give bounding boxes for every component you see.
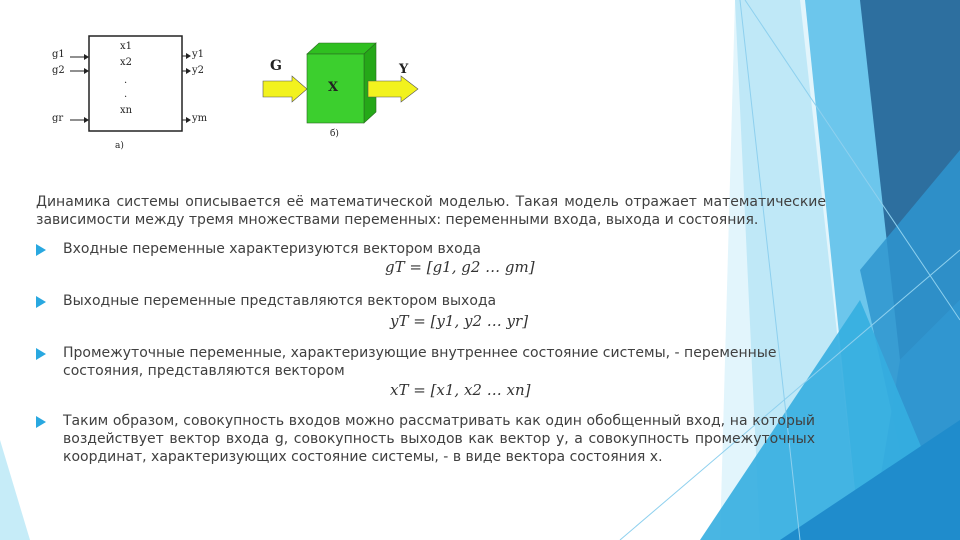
output-arrowhead-1 (186, 53, 191, 59)
cube-label-X: X (328, 80, 339, 95)
bullet-text-summary: Таким образом, совокупность входов можно рассматривать как один обобщенный вход, на который воздействует вектор входа g, совокупность выходов как вектор y, а совокупность промежуточных координат, характеризующих состояние системы, - в виде вектора состояния x. (63, 413, 815, 465)
output-arrowhead-m (186, 117, 191, 123)
bullet-arrow-icon (36, 416, 46, 428)
formula-input-vector (385, 258, 535, 276)
state-dot: . (124, 75, 128, 86)
bullet-arrow-icon (36, 244, 46, 256)
input-label-gr: gr (52, 113, 64, 124)
diagram-b-caption: б) (330, 129, 339, 139)
input-arrow-shape (263, 76, 307, 102)
system-diagram-a (40, 30, 220, 160)
system-block (89, 36, 182, 131)
input-label-g2: g2 (52, 65, 65, 76)
bullet-text-input-vector: Входные переменные характеризуются вектором входа (63, 241, 481, 257)
output-label-y2: y2 (192, 65, 205, 76)
input-label-G: G (270, 58, 282, 74)
formula-state-vector (390, 381, 530, 399)
system-diagram-b (258, 38, 428, 148)
output-label-y1: y1 (192, 49, 205, 60)
output-label-Y: Y (399, 62, 409, 77)
formula-text: gT = [g1, g2 … gm] (385, 258, 535, 276)
formula-text: yT = [y1, y2 … yr] (390, 312, 529, 330)
intro-paragraph: Динамика системы описывается её математической моделью. Такая модель отражает математические зависимости между тремя множествами переменных: переменными входа, выхода и состояния. (36, 194, 826, 228)
state-label-xn: xn (120, 105, 133, 116)
output-label-ym: ym (192, 113, 208, 124)
formula-text: xT = [x1, x2 … xn] (390, 381, 531, 399)
decor-light-shard-left (0, 440, 30, 540)
state-label-x1: x1 (120, 41, 133, 52)
diagram-a-caption: а) (115, 141, 124, 151)
state-label-x2: x2 (120, 57, 133, 68)
bullet-arrow-icon (36, 348, 46, 360)
bullet-text-state-vector: Промежуточные переменные, характеризующие внутреннее состояние системы, - переменные состояния, представляются вектором (63, 345, 777, 379)
bullet-arrow-icon (36, 296, 46, 308)
state-dot: . (124, 89, 128, 100)
input-label-g1: g1 (52, 49, 65, 60)
bullet-text-output-vector: Выходные переменные представляются вектором выхода (63, 293, 497, 309)
diagram-b-graphics (258, 38, 428, 148)
formula-output-vector (390, 312, 528, 330)
output-arrowhead-2 (186, 68, 191, 74)
